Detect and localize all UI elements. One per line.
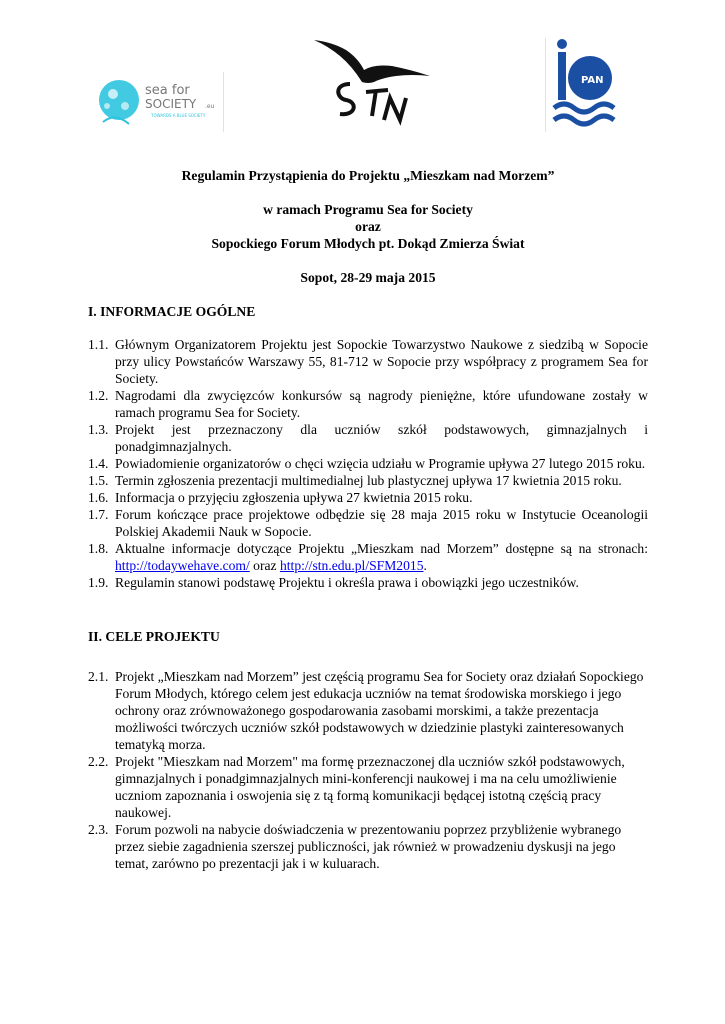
document-date: Sopot, 28-29 maja 2015 [300,270,436,285]
sea-for-society-logo [95,72,224,132]
list-item: 2.3. Forum pozwoli na nabycie doświadczenia w prezentowaniu poprzez przybliżenie wybranego przez siebie zagadnienia szerszej publiczności, jak również w prowadzeniu dyskusji na jego temat, zarówno po prezentacji jak i w kuluarach. [88,822,622,871]
section-1-list [88,336,648,591]
link-todaywehave[interactable]: http://todaywehave.com/ [115,558,250,573]
ip-pan-icon [546,38,628,132]
list-item: 1.2. Nagrodami dla zwycięzców konkursów są nagrody pieniężne, które ufundowane zostały w ramach programu Sea for Society. [88,388,648,420]
svg-text:SOCIETY: SOCIETY [145,97,197,111]
link-stn-sfm2015[interactable]: http://stn.edu.pl/SFM2015 [279,558,424,573]
svg-text:.eu: .eu [205,103,215,110]
list-item: 1.6. Informacja o przyjęciu zgłoszenia upływa 27 kwietnia 2015 roku. [88,490,473,505]
svg-text:sea for: sea for [145,83,190,98]
subtitle-forum: Sopockiego Forum Młodych pt. Dokąd Zmierza Świat [211,236,525,251]
stn-logo [312,36,432,126]
subtitle-oraz: oraz [355,219,381,234]
document-title: Regulamin Przystąpienia do Projektu „Mieszkam nad Morzem” [181,168,555,183]
subtitle-program: w ramach Programu Sea for Society [263,202,473,217]
list-item: 2.2. Projekt "Mieszkam nad Morzem" ma formę przeznaczonej dla uczniów szkół podstawowych, gimnazjalnych i ponadgimnazjalnych mini-konferencji naukowej i ma na celu umożliwienie uczniom zapoznania i oswojenia się z tą formą komunikacji będącej istotną częścią pracy naukowej. [88,754,625,820]
pan-logo [545,38,628,132]
svg-text:TOWARDS A BLUE SOCIETY: TOWARDS A BLUE SOCIETY [151,113,206,118]
list-item: 1.4. Powiadomienie organizatorów o chęci wzięcia udziału w Programie upływa 27 lutego 2015 roku. [88,456,646,471]
section-2-list [88,668,648,872]
list-item: 1.3. Projekt jest przeznaczony dla uczniów szkół podstawowych, gimnazjalnych i ponadgimnazjalnych. [88,422,648,454]
list-item: 1.7. Forum kończące prace projektowe odbędzie się 28 maja 2015 roku w Instytucie Oceanologii Polskiej Akademii Nauk w Sopocie. [88,507,648,539]
list-item: 1.8. Aktualne informacje dotyczące Projektu „Mieszkam nad Morzem” dostępne są na stronach: http://todaywehave.com/ oraz http://stn.edu.pl/SFM2015. [88,541,648,573]
list-item: 1.9. Regulamin stanowi podstawę Projektu i określa prawa i obowiązki jego uczestników. [88,575,579,590]
list-item: 1.1. Głównym Organizatorem Projektu jest Sopockie Towarzystwo Naukowe z siedzibą w Sopocie przy ulicy Powstańców Warszawy 55, 81-712 w Sopocie przy współpracy z programem Sea for Society. [88,337,648,386]
section-2-title: II. CELE PROJEKTU [88,629,220,644]
seagull-icon [312,36,432,126]
globe-icon [95,72,223,132]
list-item: 1.5. Termin zgłoszenia prezentacji multimedialnej lub plastycznej upływa 17 kwietnia 2015 roku. [88,473,622,488]
list-item: 2.1. Projekt „Mieszkam nad Morzem” jest częścią programu Sea for Society oraz działań Sopockiego Forum Młodych, którego celem jest edukacja uczniów na temat środowiska morskiego i jego ochrony oraz zrównoważonego gospodarowania zasobami morskimi, a także prezentacja możliwości twórczych uczniów szkół podstawowych w dziedzinie plastyki zainteresowanych tematyką morza. [88,669,644,752]
svg-text:PAN: PAN [581,75,604,86]
section-1-title: I. INFORMACJE OGÓLNE [88,304,256,319]
